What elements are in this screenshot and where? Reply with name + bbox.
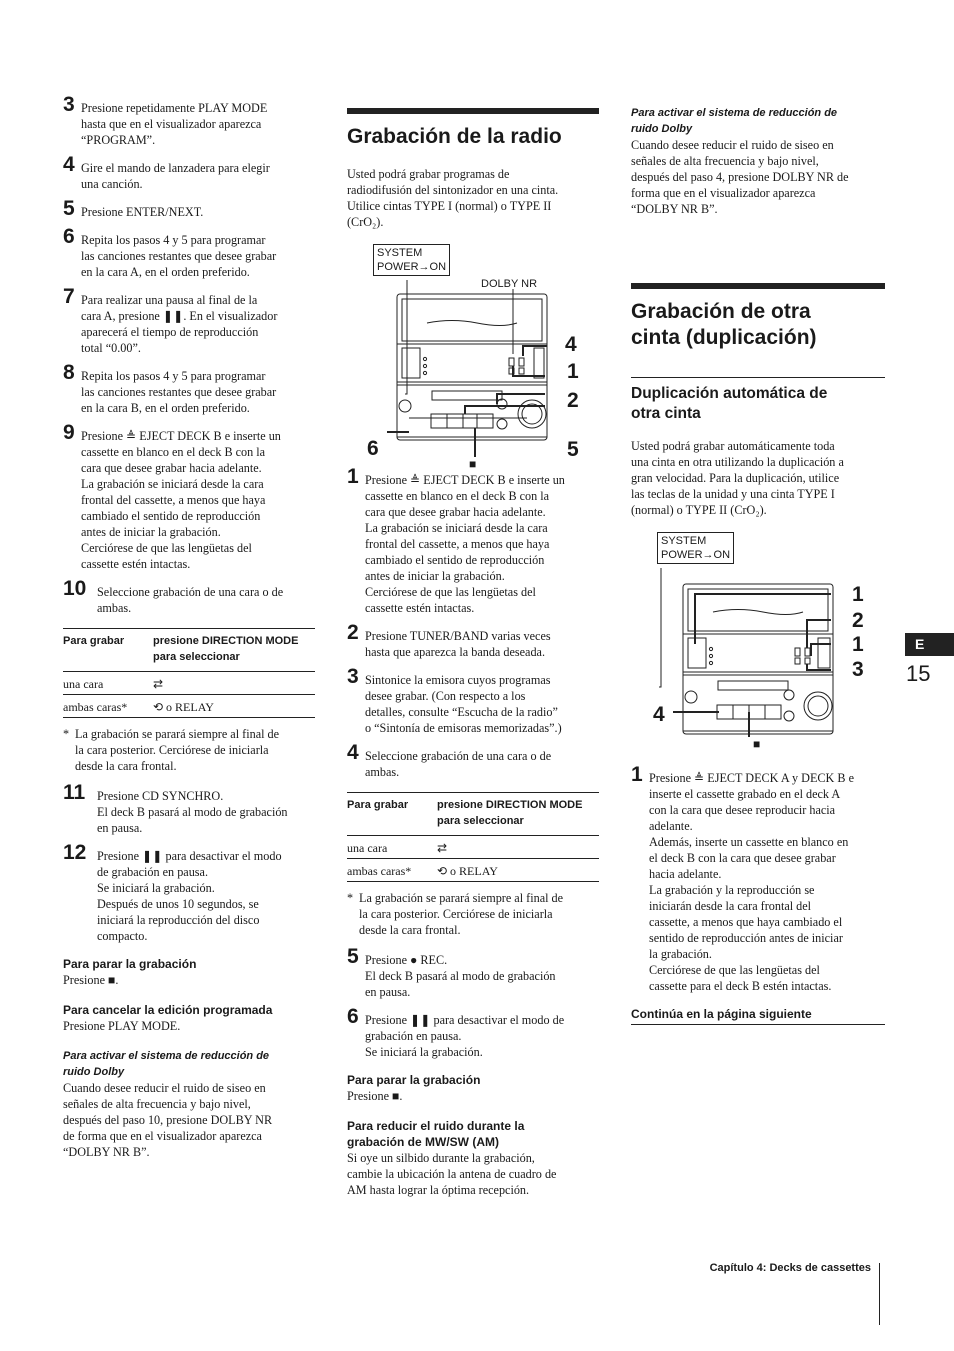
step-list xyxy=(63,93,315,572)
text-line: en pausa. xyxy=(365,985,411,999)
callout-number: 1 xyxy=(852,583,864,606)
dolby-section xyxy=(63,1048,315,1160)
stop-symbol: ■ xyxy=(753,737,761,751)
text-line: frontal del cassette, a menos que haya xyxy=(81,493,266,507)
text-line: cambiado el sentido de reproducción xyxy=(81,509,261,523)
text-line: radiodifusión del sintonizador en una cinta. xyxy=(347,183,559,197)
text-line: Presione ❚❚ para desactivar el modo xyxy=(97,849,282,863)
step-number: 10 xyxy=(63,577,87,600)
text-line: AM hasta lograr la óptima recepción. xyxy=(347,1183,530,1197)
text-line: de grabación en pausa. xyxy=(97,865,208,879)
table-cell: ⇄ xyxy=(153,672,315,695)
step-10 xyxy=(63,577,315,616)
text-line: Cerciórese de que las lengüetas del xyxy=(81,541,252,555)
system-power-label: SYSTEM POWER→ON xyxy=(657,532,734,564)
table-header: presione DIRECTION MODE para seleccionar xyxy=(153,629,315,672)
stop-recording-section xyxy=(63,956,315,988)
callout-number: 4 xyxy=(653,703,665,726)
text-line: iniciará la reproducción del disco xyxy=(97,913,260,927)
text-line: cassette para el deck B estén intactas. xyxy=(649,979,832,993)
text-line: cambie la ubicación la antena de cuadro de xyxy=(347,1167,557,1181)
text-line: las canciones restantes que desee grabar xyxy=(81,249,277,263)
text-line: La grabación y la reproducción se xyxy=(649,883,815,897)
table-cell: una cara xyxy=(347,836,437,859)
section-text: Presione ■. xyxy=(347,1089,403,1103)
step-number: 6 xyxy=(347,1005,359,1028)
callout-number: 2 xyxy=(852,609,864,632)
step-item xyxy=(63,93,315,148)
text-line: cara que desee grabar hacia adelante. xyxy=(81,461,262,475)
cancel-program-section xyxy=(63,1002,315,1034)
text-line: desde la cara frontal. xyxy=(75,759,177,773)
callout-number: 3 xyxy=(852,658,864,681)
step-number: 5 xyxy=(347,945,359,968)
text-line: aparecerá el tiempo de reproducción xyxy=(81,325,259,339)
step-list xyxy=(347,945,599,1060)
text-line: (CrO₂). xyxy=(347,215,384,229)
step-number: 4 xyxy=(347,741,359,764)
text-line: Cuando desee reducir el ruido de siseo en xyxy=(631,138,834,152)
text-line: Seleccione grabación de una cara o de xyxy=(365,749,552,763)
text-line: Usted podrá grabar programas de xyxy=(347,167,510,181)
callout-number: 4 xyxy=(565,333,577,356)
section-title: Grabación de otra cinta (duplicación) xyxy=(631,283,885,351)
text-line: señales de alta frecuencia y bajo nivel, xyxy=(631,154,819,168)
text-line: en pausa. xyxy=(97,821,143,835)
text-line: Presione repetidamente PLAY MODE xyxy=(81,101,268,115)
text-line: “DOLBY NR B”. xyxy=(631,202,718,216)
text-line: ambas. xyxy=(97,601,132,615)
text-line: hasta que en el visualizador aparezca xyxy=(81,117,262,131)
text-line: total “0.00”. xyxy=(81,341,141,355)
text-line: antes de iniciar la grabación. xyxy=(365,569,505,583)
footnote-marker: * xyxy=(63,727,70,741)
text-line: las teclas de la unidad y una cinta TYPE I xyxy=(631,487,835,501)
text-line: Presione ❚❚ para desactivar el modo de xyxy=(365,1013,565,1027)
text-line: Después de unos 10 segundos, se xyxy=(97,897,259,911)
text-line: Presione ≜ EJECT DECK A y DECK B e xyxy=(649,771,854,785)
text-line: Cuando desee reducir el ruido de siseo en xyxy=(63,1081,266,1095)
text-line: cassette en blanco en el deck B con la xyxy=(81,445,266,459)
text-line: en la cara A, en el orden preferido. xyxy=(81,265,250,279)
callout-number: 1 xyxy=(567,360,579,383)
text-line: cassette, a menos que haya cambiado el xyxy=(649,915,843,929)
section-heading: Para cancelar la edición programada xyxy=(63,1003,273,1017)
section-heading: Para parar la grabación xyxy=(347,1073,481,1087)
text-line: El deck B pasará al modo de grabación xyxy=(97,805,288,819)
text-line: inserte el cassette grabado en el deck A xyxy=(649,787,841,801)
page-title: Grabación de la radio xyxy=(347,108,599,150)
step-number: 12 xyxy=(63,841,87,864)
text-line: Se iniciará la grabación. xyxy=(365,1045,483,1059)
text-line: cassette estén intactas. xyxy=(81,557,191,571)
text-line: Repita los pasos 4 y 5 para programar xyxy=(81,233,266,247)
language-tab: E xyxy=(905,633,954,656)
text-line: una cinta en otra utilizando la duplicación a xyxy=(631,455,844,469)
column-left xyxy=(63,93,315,1174)
section-heading: ruido Dolby xyxy=(631,123,693,135)
text-line: Utilice cintas TYPE I (normal) o TYPE II xyxy=(347,199,552,213)
text-line: compacto. xyxy=(97,929,148,943)
callout-number: 1 xyxy=(852,633,864,656)
text-line: Si oye un silbido durante la grabación, xyxy=(347,1151,535,1165)
step-number: 5 xyxy=(63,197,75,220)
text-line: Se iniciará la grabación. xyxy=(97,881,215,895)
text-line: en la cara B, en el orden preferido. xyxy=(81,401,250,415)
text-line: La grabación se parará siempre al final de xyxy=(359,891,564,905)
callout-number: 5 xyxy=(567,438,579,461)
text-line: cassette estén intactas. xyxy=(365,601,475,615)
step-number: 11 xyxy=(63,781,86,804)
table-header-row xyxy=(63,629,315,672)
text-line: Presione ≜ EJECT DECK B e inserte un xyxy=(81,429,281,443)
footer-divider xyxy=(879,1263,880,1325)
text-line: la grabación. xyxy=(649,947,712,961)
page-number: 15 xyxy=(906,661,931,686)
text-line: adelante. xyxy=(649,819,693,833)
step-1 xyxy=(631,763,885,994)
step-item xyxy=(347,741,599,780)
text-line: detalles, consulte “Escucha de la radio” xyxy=(365,705,558,719)
table-header: presione DIRECTION MODE para seleccionar xyxy=(437,793,599,836)
text-line: antes de iniciar la grabación. xyxy=(81,525,221,539)
table-header: Para grabar xyxy=(347,793,437,836)
callout-number: 2 xyxy=(567,389,579,412)
section-text: Presione ■. xyxy=(63,973,119,987)
section-heading: Para parar la grabación xyxy=(63,957,197,971)
text-line: Presione ENTER/NEXT. xyxy=(81,205,204,219)
section-heading: ruido Dolby xyxy=(63,1066,125,1078)
text-line: hasta que aparezca la banda deseada. xyxy=(365,645,545,659)
text-line: las canciones restantes que desee grabar xyxy=(81,385,277,399)
direction-mode-table xyxy=(347,792,599,882)
text-line: Presione TUNER/BAND varias veces xyxy=(365,629,551,643)
intro-text xyxy=(347,166,599,230)
text-line: la cara posterior. Cerciórese de iniciarla xyxy=(75,743,269,757)
text-line: Repita los pasos 4 y 5 para programar xyxy=(81,369,266,383)
table-row xyxy=(63,672,315,695)
step-number: 3 xyxy=(63,93,75,116)
step-number: 8 xyxy=(63,361,75,384)
text-line: frontal del cassette, a menos que haya xyxy=(365,537,550,551)
footnote xyxy=(63,726,315,774)
table-header-row xyxy=(347,793,599,836)
section-text: Presione PLAY MODE. xyxy=(63,1019,181,1033)
text-line: cara A, presione ❚❚. En el visualizador xyxy=(81,309,278,323)
text-line: El deck B pasará al modo de grabación xyxy=(365,969,556,983)
text-line: Cerciórese de que las lengüetas del xyxy=(365,585,536,599)
step-item xyxy=(63,153,315,192)
step-item xyxy=(347,945,599,1000)
direction-mode-table xyxy=(63,628,315,718)
step-number: 7 xyxy=(63,285,75,308)
step-number: 1 xyxy=(631,763,643,786)
step-item xyxy=(347,665,599,736)
text-line: o “Sintonía de emisoras memorizadas”.) xyxy=(365,721,562,735)
column-right xyxy=(631,105,885,1025)
text-line: ambas. xyxy=(365,765,400,779)
text-line: después del paso 4, presione DOLBY NR de xyxy=(631,170,849,184)
text-line: la cara posterior. Cerciórese de iniciarla xyxy=(359,907,553,921)
text-line: cara que desee grabar hacia adelante. xyxy=(365,505,546,519)
text-line: desde la cara frontal. xyxy=(359,923,461,937)
text-line: iniciarán desde la cara frontal del xyxy=(649,899,812,913)
intro-text xyxy=(631,438,885,518)
table-row xyxy=(347,836,599,859)
text-line: Además, inserte un cassette en blanco en xyxy=(649,835,849,849)
step-number: 6 xyxy=(63,225,75,248)
stop-symbol: ■ xyxy=(469,457,477,471)
radio-recording-diagram xyxy=(347,244,599,472)
text-line: Presione CD SYNCHRO. xyxy=(97,789,224,803)
step-item xyxy=(347,1005,599,1060)
section-heading: Para reducir el ruido durante la xyxy=(347,1119,525,1133)
text-line: Usted podrá grabar automáticamente toda xyxy=(631,439,835,453)
table-header: Para grabar xyxy=(63,629,153,672)
text-line: el deck B con la cara que desee grabar xyxy=(649,851,836,865)
text-line: La grabación se iniciará desde la cara xyxy=(365,521,548,535)
dolby-nr-label: DOLBY NR xyxy=(481,278,538,290)
text-line: Seleccione grabación de una cara o de xyxy=(97,585,284,599)
dolby-section xyxy=(631,105,885,217)
text-line: “DOLBY NR B”. xyxy=(63,1145,150,1159)
text-line: Presione ● REC. xyxy=(365,953,448,967)
text-line: hacia adelante. xyxy=(649,867,722,881)
text-line: señales de alta frecuencia y bajo nivel, xyxy=(63,1097,251,1111)
table-cell: ambas caras* xyxy=(63,695,153,718)
step-item xyxy=(63,197,315,220)
continue-next-page: Continúa en la página siguiente xyxy=(631,1006,885,1025)
step-item xyxy=(63,225,315,280)
text-line: con la cara que desee reproducir hacia xyxy=(649,803,836,817)
text-line: Para realizar una pausa al final de la xyxy=(81,293,258,307)
text-line: La grabación se parará siempre al final de xyxy=(75,727,280,741)
column-middle xyxy=(347,108,599,1212)
table-cell: ambas caras* xyxy=(347,859,437,882)
text-line: Sintonice la emisora cuyos programas xyxy=(365,673,551,687)
text-line: cassette en blanco en el deck B con la xyxy=(365,489,550,503)
text-line: de forma que en el visualizador aparezca xyxy=(63,1129,262,1143)
text-line: Presione ≜ EJECT DECK B e inserte un xyxy=(365,473,565,487)
system-power-label: SYSTEM POWER→ON xyxy=(373,244,450,276)
step-number: 3 xyxy=(347,665,359,688)
step-number: 2 xyxy=(347,621,359,644)
dubbing-diagram xyxy=(631,532,885,770)
text-line: “PROGRAM”. xyxy=(81,133,156,147)
table-cell: ⟲ o RELAY xyxy=(153,695,315,718)
step-number: 9 xyxy=(63,421,75,444)
section-heading: Para activar el sistema de reducción de xyxy=(63,1050,270,1062)
text-line: cambiado el sentido de reproducción xyxy=(365,553,545,567)
step-item xyxy=(63,361,315,416)
step-number: 4 xyxy=(63,153,75,176)
step-item xyxy=(347,465,599,616)
noise-reduction-section xyxy=(347,1118,599,1198)
step-number: 1 xyxy=(347,465,359,488)
text-line: gran velocidad. Para la duplicación, utilice xyxy=(631,471,840,485)
table-cell: ⟲ o RELAY xyxy=(437,859,599,882)
stereo-unit-illustration xyxy=(631,532,885,770)
stereo-unit-illustration xyxy=(347,244,599,472)
text-line: forma que en el visualizador aparezca xyxy=(631,186,816,200)
text-line: Cerciórese de que las lengüetas del xyxy=(649,963,820,977)
table-row xyxy=(63,695,315,718)
chapter-footer: Capítulo 4: Decks de cassettes xyxy=(709,1262,871,1274)
text-line: después del paso 10, presione DOLBY NR xyxy=(63,1113,273,1127)
footnote xyxy=(347,890,599,938)
stop-recording-section xyxy=(347,1072,599,1104)
text-line: (normal) o TYPE II (CrO₂). xyxy=(631,503,767,517)
text-line: desee grabar. (Con respecto a los xyxy=(365,689,526,703)
table-cell: ⇄ xyxy=(437,836,599,859)
footnote-marker: * xyxy=(347,891,354,905)
section-heading: grabación de MW/SW (AM) xyxy=(347,1135,499,1149)
text-line: La grabación se iniciará desde la cara xyxy=(81,477,264,491)
table-row xyxy=(347,859,599,882)
step-item xyxy=(347,621,599,660)
step-12 xyxy=(63,841,315,944)
callout-number: 6 xyxy=(367,437,379,460)
step-item xyxy=(63,285,315,356)
step-item xyxy=(63,421,315,572)
text-line: una canción. xyxy=(81,177,143,191)
subsection-title: Duplicación automática de otra cinta xyxy=(631,377,885,424)
text-line: grabación en pausa. xyxy=(365,1029,462,1043)
text-line: sentido de reproducción antes de iniciar xyxy=(649,931,843,945)
step-list xyxy=(347,465,599,780)
text-line: Gire el mando de lanzadera para elegir xyxy=(81,161,270,175)
section-heading: Para activar el sistema de reducción de xyxy=(631,107,838,119)
step-11 xyxy=(63,781,315,836)
table-cell: una cara xyxy=(63,672,153,695)
